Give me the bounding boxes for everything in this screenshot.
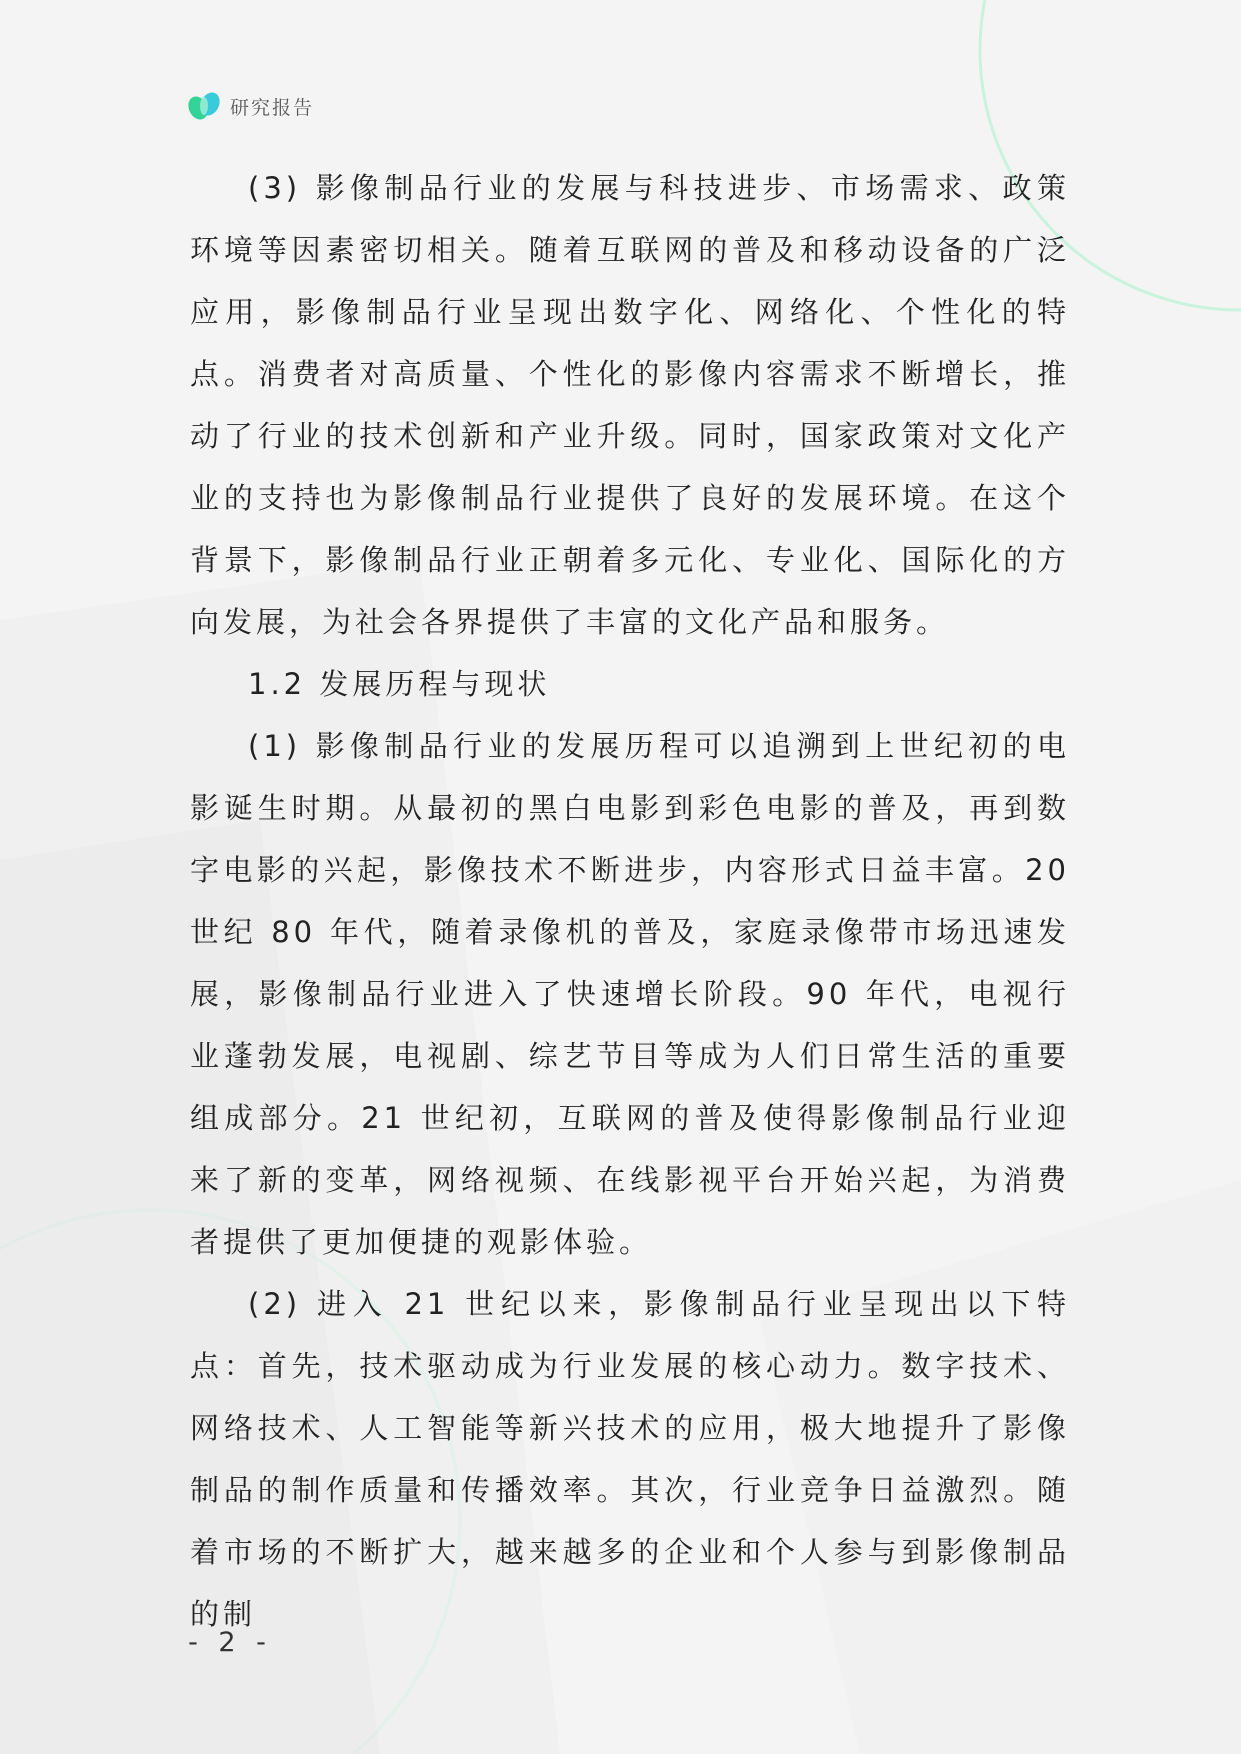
paragraph-2: (2) 进入 21 世纪以来，影像制品行业呈现出以下特点：首先，技术驱动成为行业发展的核心动力。数字技术、网络技术、人工智能等新兴技术的应用，极大地提升了影像制品的制作质量和传播效率。其次，行业竞争日益激烈。随着市场的不断扩大，越来越多的企业和个人参与到影像制品的制 <box>190 1287 1070 1631</box>
page-number: - 2 - <box>188 1627 272 1658</box>
section-heading: 1.2 发展历程与现状 <box>248 667 551 701</box>
header-title: 研究报告 <box>230 96 315 119</box>
paragraph-3: (3) 影像制品行业的发展与科技进步、市场需求、政策环境等因素密切相关。随着互联网的普及和移动设备的广泛应用，影像制品行业呈现出数字化、网络化、个性化的特点。消费者对高质量、个性化的影像内容需求不断增长，推动了行业的技术创新和产业升级。同时，国家政策对文化产业的支持也为影像制品行业提供了良好的发展环境。在这个背景下，影像制品行业正朝着多元化、专业化、国际化的方向发展，为社会各界提供了丰富的文化产品和服务。 <box>190 171 1070 639</box>
paragraph-1: (1) 影像制品行业的发展历程可以追溯到上世纪初的电影诞生时期。从最初的黑白电影到彩色电影的普及，再到数字电影的兴起，影像技术不断进步，内容形式日益丰富。20 世纪 80 年代，随着录像机的普及，家庭录像带市场迅速发展，影像制品行业进入了快速增长阶段。90 年代，电视行业蓬勃发展，电视剧、综艺节目等成为人们日常生活的重要组成部分。21 世纪初，互联网的普及使得影像制品行业迎来了新的变革，网络视频、在线影视平台开始兴起，为消费者提供了更加便捷的观影体验。 <box>190 729 1070 1259</box>
document-header <box>186 88 314 124</box>
brand-logo-icon <box>186 88 222 124</box>
document-body <box>190 157 1070 1645</box>
